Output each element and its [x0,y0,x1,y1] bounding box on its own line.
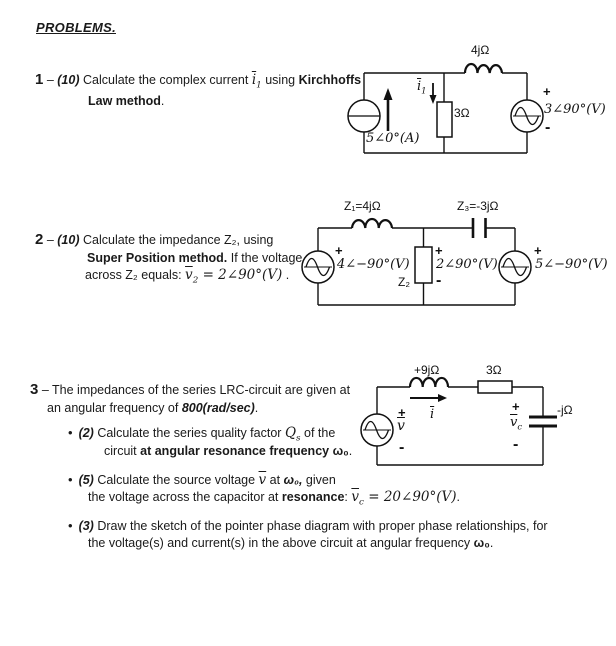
current-subscript: 1 [421,85,427,96]
v-letter: $\overline{v}$ [351,489,360,505]
dash: – [41,383,49,397]
page-title: PROBLEMS. [36,20,116,35]
bullet-dot: • [68,518,73,533]
voltage-formula [185,267,283,286]
text-run-bold: at angular resonance frequency ω₀ [140,444,349,458]
plus-sign: + [534,243,542,258]
bullet-dot: • [68,472,73,487]
v-letter: $\overline{v}$ [258,472,267,488]
text-run: at [269,473,281,487]
text-run-bold: resonance [281,490,345,504]
ac-source-right [499,251,531,283]
text-run-bold: Super Position method. [87,251,228,265]
formula-rest: = 2∠90°(V) [202,267,283,283]
problem2-line3 [85,267,289,289]
capacitor-voltage-label [510,415,522,432]
problem1-line2 [88,93,164,109]
quality-factor-symbol [284,425,301,444]
current-arrow-down [430,83,437,104]
source-voltage-label [397,418,405,434]
capacitor-voltage-formula [351,489,457,508]
bullet3-points: (3) [78,519,94,533]
minus-sign: - [545,119,551,136]
problem2-number: 2 [35,231,44,248]
circuit2-diagram [295,195,616,317]
plus-sign: + [335,243,343,258]
voltage-source-label: 3∠90°(V) [544,102,606,117]
q-subscript: s [296,433,301,444]
source-voltage-symbol [259,472,267,488]
plus-sign: + [512,399,520,414]
v-letter: $\overline{v}$ [510,415,518,430]
current-letter: $\overline{i}$ [430,407,435,422]
inductor-label: 4jΩ [471,43,490,57]
text-run: the voltage(s) and current(s) in the above circuit at angular frequency [88,536,471,550]
voltage-source-left-label: 4∠−90°(V) [337,257,410,272]
resistor [437,102,452,137]
voltage-subscript: 2 [192,275,199,286]
text-run: . [254,401,259,415]
problem3-number: 3 [30,381,39,398]
text-run-bold: Kirchhoffs [298,73,362,87]
problem3-bullet3-line1 [68,518,548,534]
text-run: across Z₂ equals: [85,268,182,282]
text-run: . [489,536,494,550]
dash: – [46,73,54,87]
resistor [478,381,512,393]
problem1-number: 1 [35,71,44,88]
text-run: Calculate the source voltage [97,473,256,487]
problem2-line1 [35,232,273,248]
formula-rest: = 20∠90°(V) [368,489,457,505]
resistor-label: 3Ω [454,106,470,120]
v-subscript: c [359,497,364,508]
text-run-bold: ω₀ [473,536,490,550]
minus-sign: - [436,272,442,289]
text-run: given [305,473,336,487]
ac-source [511,100,543,132]
problem2-line2 [87,250,302,266]
ac-source [361,414,393,446]
current-source-label: 5∠0°(A) [366,131,420,146]
bullet2-points: (5) [78,473,94,487]
circuit2 [295,195,616,317]
inductor [465,64,502,73]
text-run: : [344,490,348,504]
current-letter: $\overline{i}$ [417,79,422,94]
current-label [430,407,434,422]
current-symbol [251,72,262,91]
text-run: using [265,73,296,87]
bullet1-points: (2) [78,426,94,440]
current-letter: $\overline{i}$ [251,72,257,88]
impedance-z1-label: Z₁=4jΩ [344,199,381,213]
plus-sign: + [435,243,443,258]
q-letter: Q [284,425,297,441]
circuit3-diagram [350,355,616,480]
v-letter: $\overline{v}$ [397,418,405,434]
text-run: the voltage across the capacitor at [88,490,279,504]
voltage-z2-label: 2∠90°(V) [436,257,498,272]
problem1-points: (10) [57,73,80,87]
problem1-line1 [35,72,361,94]
voltage-letter: $\overline{v}$ [185,267,193,283]
current-subscript: 1 [256,80,262,91]
problem3-bullet1-line2 [104,443,352,459]
text-run: Calculate the impedance Z₂, using [82,233,274,247]
circuit3 [350,355,616,480]
problem3-bullet2-line2 [88,489,460,511]
v-subscript: c [517,421,523,432]
inductor [410,378,448,387]
problem3-line1 [30,382,350,398]
voltage-source-right-label: 5∠−90°(V) [535,257,608,272]
text-run: circuit [104,444,137,458]
text-run-bold: Law method [88,94,161,108]
problem3-line2 [47,400,258,416]
text-run-bold-italic: 800(rad/sec) [181,401,255,415]
capacitor-label: -jΩ [557,403,573,417]
capacitor [529,417,557,426]
source-arrow-up [384,88,393,131]
circuit1 [335,40,616,162]
plus-sign: + [543,84,551,99]
ac-source-left [302,251,334,283]
minus-sign: - [513,436,519,453]
problem3-bullet2-line1 [68,472,336,488]
omega-zero: ω₀, [283,473,303,487]
text-run: The impedances of the series LRC-circuit are given at [52,383,351,397]
resistor-label: 3Ω [486,363,502,377]
text-run: . [285,268,290,282]
text-run: . [456,490,461,504]
impedance-z3-label: Z₃=-3jΩ [457,199,499,213]
text-run: . [348,444,353,458]
text-run: If the voltage [230,251,303,265]
plus-sign: + [398,405,406,420]
text-run: of the [304,426,336,440]
impedance-z2-label: Z₂ [398,275,410,289]
bullet-dot: • [68,425,73,440]
current-source [348,100,380,132]
text-run: Draw the sketch of the pointer phase diagram with proper phase relationships, for [97,519,548,533]
minus-sign: - [399,439,405,456]
inductor-z1 [352,219,392,228]
capacitor-z3 [473,218,486,238]
dash: – [46,233,54,247]
text-run: Calculate the complex current [82,73,249,87]
impedance-z2 [415,247,432,283]
problem2-points: (10) [57,233,80,247]
text-run: . [160,94,165,108]
text-run: Calculate the series quality factor [97,426,282,440]
inductor-label: +9jΩ [414,363,440,377]
current-arrow-right [410,394,447,402]
problem3-bullet3-line2 [88,535,493,551]
text-run: an angular frequency of [47,401,179,415]
current-label [417,79,427,96]
